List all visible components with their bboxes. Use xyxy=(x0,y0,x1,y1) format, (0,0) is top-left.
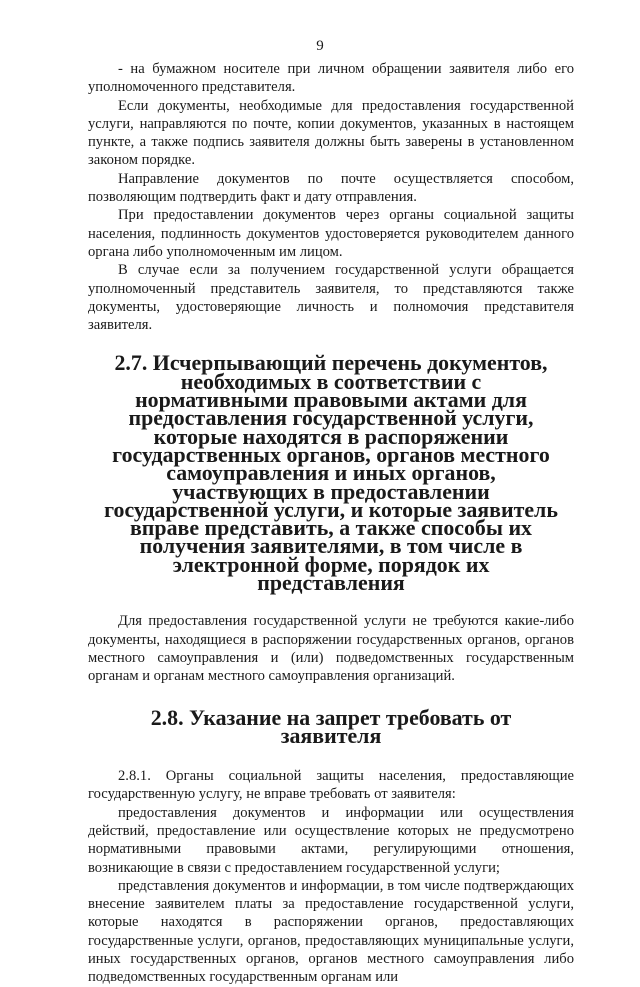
section-2-8-heading: 2.8. Указание на запрет требовать от заявителя xyxy=(150,704,512,748)
paragraph-postal-copies: Если документы, необходимые для предоставления государственной услуги, направляются по почте, копии документов, указанных в настоящем пункте, а также подпись заявителя должны быть заверены в установленном законом порядке. xyxy=(88,97,574,169)
paragraph-paper-submission: - на бумажном носителе при личном обращении заявителя либо его уполномоченного представителя. xyxy=(88,61,574,96)
section-2-8-item-documents-information: представления документов и информации, в том числе подтверждающих внесение заявителем платы за предоставление государственной услуги, которые находятся в распоряжении органов, предоставляющих государственные услуги, органов, предоставляющих муниципальные услуги, иных государственных органов, органов местного самоуправления либо подведомственных государственным органам или xyxy=(88,877,574,986)
paragraph-social-protection-authenticity: При предоставлении документов через органы социальной защиты населения, подлинность документов удостоверяется руководителем данного органа либо уполномоченным им лицом. xyxy=(88,207,574,260)
section-2-8-1-paragraph: 2.8.1. Органы социальной защиты населения, предоставляющие государственную услугу, не вправе требовать от заявителя: xyxy=(88,768,574,803)
paragraph-postal-method: Направление документов по почте осуществляется способом, позволяющим подтвердить факт и дату отправления. xyxy=(88,170,574,206)
section-2-7-heading: 2.7. Исчерпывающий перечень документов, необходимых в соответствии с нормативными правовыми актами для предоставления государственной услуги, которые находятся в распоряжении государственных органов, органов местного самоуправления и иных органов, участвующих в предоставлении государственной услуги, и которые заявитель вправе представить, а также способы их получения заявителями, в том числе в электронной форме, порядок их представления xyxy=(104,350,558,596)
section-2-7-paragraph: Для предоставления государственной услуги не требуются какие-либо документы, находящиеся в распоряжении государственных органов, органов местного самоуправления и (или) подведомственных государственным органам и органам местного самоуправления организаций. xyxy=(88,613,574,685)
page-number: 9 xyxy=(316,38,324,54)
section-2-8-item-documents-actions: предоставления документов и информации или осуществления действий, предоставление или осуществление которых не предусмотрено нормативными правовыми актами, регулирующими отношения, возникающие в связи с предоставлением государственной услуги; xyxy=(88,804,574,876)
paragraph-authorized-representative: В случае если за получением государственной услуги обращается уполномоченный представитель заявителя, то представляются также документы, удостоверяющие личность и полномочия представителя заявителя. xyxy=(88,262,574,334)
document-body xyxy=(88,60,574,987)
